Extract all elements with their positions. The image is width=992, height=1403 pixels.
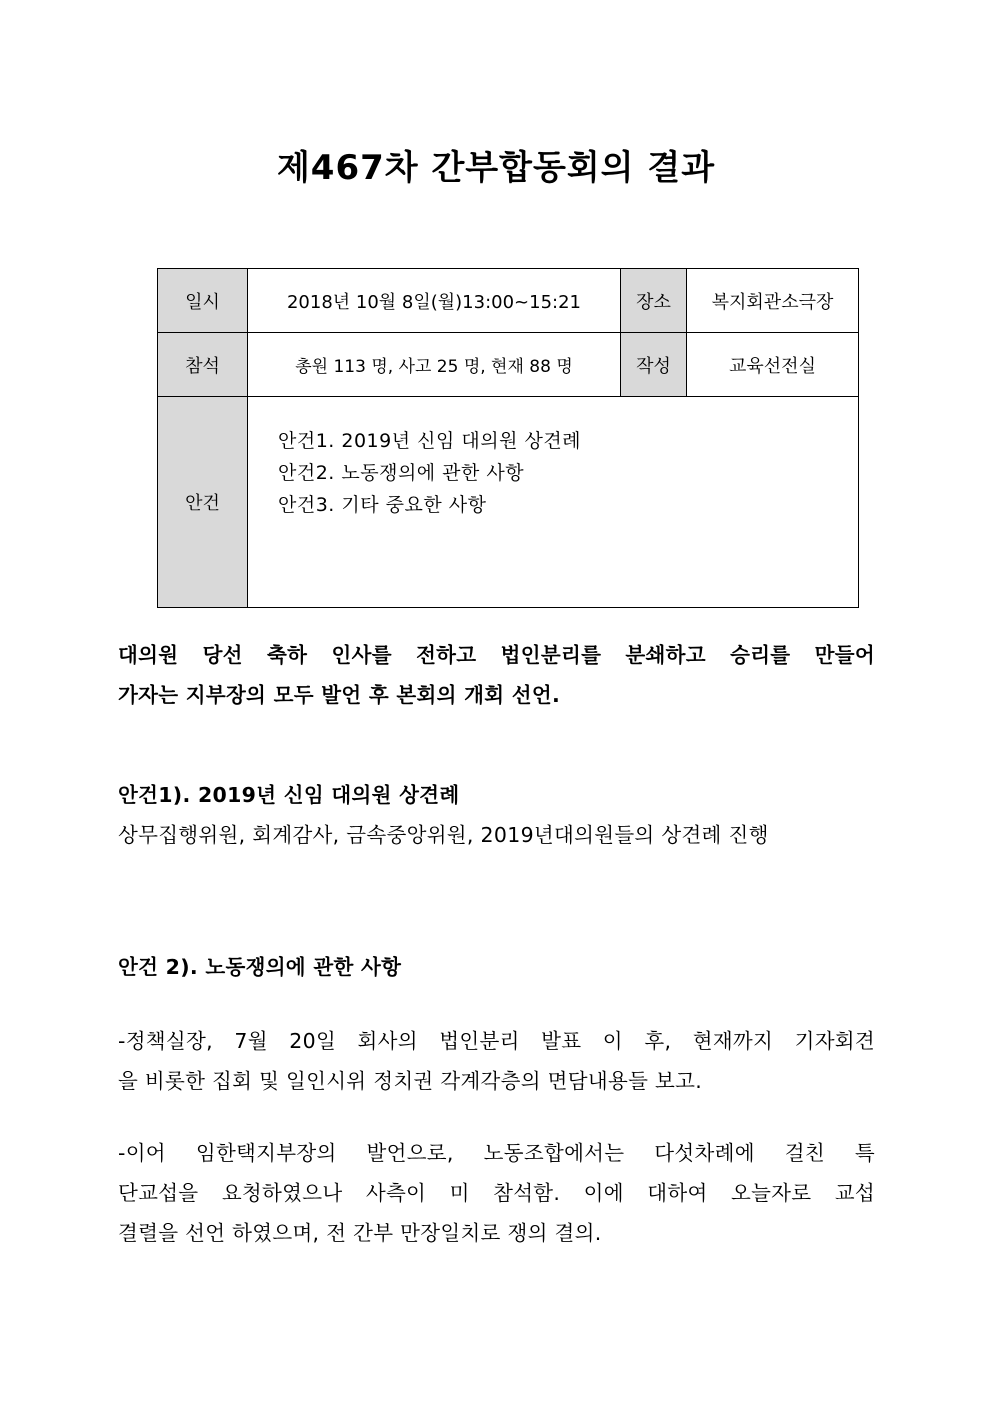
paragraph-line: 단교섭을 요청하였으나 사측이 미 참석함. 이에 대하여 오늘자로 교섭 <box>118 1181 875 1205</box>
writer-value: 교육선전실 <box>687 333 859 397</box>
intro-paragraph <box>118 635 875 715</box>
agenda-label: 안건 <box>158 397 248 608</box>
agenda-list <box>248 397 859 608</box>
table-row <box>158 333 859 397</box>
agenda-item: 안건1. 2019년 신임 대의원 상견례 <box>278 430 582 452</box>
page-title: 제467차 간부합동회의 결과 <box>276 148 716 188</box>
section1-heading: 안건1). 2019년 신임 대의원 상견례 <box>118 783 460 807</box>
paragraph-line: 결렬을 선언 하였으며, 전 간부 만장일치로 쟁의 결의. <box>118 1221 602 1245</box>
table-row <box>158 397 859 608</box>
section2-paragraph-2 <box>118 1133 875 1253</box>
section2-paragraph-1 <box>118 1021 875 1101</box>
agenda-item: 안건3. 기타 중요한 사항 <box>278 494 487 516</box>
writer-label: 작성 <box>621 333 687 397</box>
section2-heading: 안건 2). 노동쟁의에 관한 사항 <box>118 955 402 979</box>
attendance-value: 총원 113 명, 사고 25 명, 현재 88 명 <box>248 333 621 397</box>
intro-line: 가자는 지부장의 모두 발언 후 본회의 개회 선언. <box>118 683 561 707</box>
table-row <box>158 269 859 333</box>
place-value: 복지회관소극장 <box>687 269 859 333</box>
intro-line: 대의원 당선 축하 인사를 전하고 법인분리를 분쇄하고 승리를 만들어 <box>118 643 875 667</box>
attendance-label: 참석 <box>158 333 248 397</box>
section1-body: 상무집행위원, 회계감사, 금속중앙위원, 2019년대의원들의 상견례 진행 <box>118 823 769 847</box>
paragraph-line: 을 비롯한 집회 및 일인시위 정치권 각계각층의 면담내용들 보고. <box>118 1069 703 1093</box>
paragraph-line: -이어 임한택지부장의 발언으로, 노동조합에서는 다섯차례에 걸친 특 <box>118 1141 875 1165</box>
place-label: 장소 <box>621 269 687 333</box>
meeting-info-table <box>157 268 859 608</box>
date-value: 2018년 10월 8일(월)13:00~15:21 <box>248 269 621 333</box>
date-label: 일시 <box>158 269 248 333</box>
agenda-item: 안건2. 노동쟁의에 관한 사항 <box>278 462 525 484</box>
paragraph-line: -정책실장, 7월 20일 회사의 법인분리 발표 이 후, 현재까지 기자회견 <box>118 1029 875 1053</box>
